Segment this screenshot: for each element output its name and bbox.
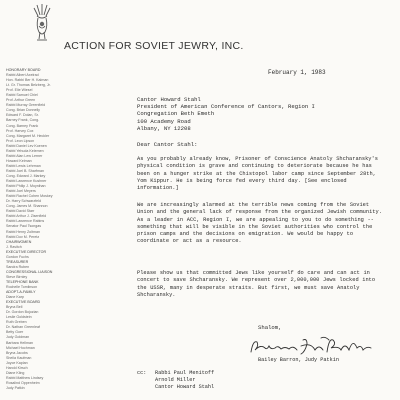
board-list-item: Prof. Elie Wiesel (6, 88, 33, 93)
board-list-item: Steve Birnley (6, 274, 28, 279)
cc-list (155, 370, 214, 391)
board-list-item: Joyce Kaplan (6, 360, 28, 365)
board-list-item: Cong. Edward J. Markey (6, 173, 46, 178)
board-list-item: Rabbi Albert Axelrad (6, 73, 39, 78)
board-list (6, 68, 66, 391)
board-list-item: Rabbi Samuel Chiel (6, 93, 38, 98)
board-list-item: EXECUTIVE BOARD (6, 300, 41, 305)
salutation: Dear Cantor Stahl: (137, 141, 198, 148)
board-list-item: Rabbi Lewis Lehrman (6, 163, 41, 168)
board-list-item: ADOPT-A-FAMILY (6, 290, 36, 295)
board-list-item: Dr. Harry Schwarzfeld (6, 199, 41, 204)
board-list-item: J. Ravitch (6, 244, 22, 249)
board-list-item: Rabbi Joel B. Sharfman (6, 168, 44, 173)
board-list-item: Rosalind Oppenheim (6, 380, 40, 385)
board-list-item: Prof. Harvey Cox (6, 128, 34, 133)
board-list-item: EXECUTIVE DIRECTOR (6, 249, 47, 254)
board-list-item: Rabbi Rachel Cohen Moskey (6, 194, 53, 199)
board-list-item: Edward F. Dolan, Sr. (6, 113, 39, 118)
signer-names: Bailey Barron, Judy Patkin (258, 357, 339, 363)
board-list-item: Lt. Gr. Thomas Belzberg, Jr. (6, 83, 51, 88)
address-line: Congregation Beth Emeth (137, 110, 215, 118)
board-list-item: TELEPHONE BANK (6, 279, 39, 284)
board-list-item: Cong. Barney Frank (6, 123, 39, 128)
organization-name: ACTION FOR SOVIET JEWRY, INC. (64, 40, 244, 52)
board-list-item: Rabbi Lawrence Kushner (6, 179, 47, 184)
board-list-item: Rabbi Joel Meyers (6, 189, 36, 194)
address-line: President of American Conference of Cantors, Region I (137, 103, 315, 111)
letter-date: February 1, 1983 (268, 69, 326, 76)
board-list-item: Senator Paul Tsongas (6, 224, 42, 229)
board-list-item: Judy Patkin (6, 385, 25, 390)
cc-label: cc: (137, 370, 147, 376)
board-list-item: Diane Karp (6, 295, 24, 300)
cc-recipient: Cantor Howard Stahl (155, 384, 215, 390)
cc-recipient: Arnold Miller (155, 377, 196, 383)
board-list-item: CHAIRWOMEN (6, 239, 32, 244)
handwritten-signature (245, 334, 375, 358)
board-list-item: Betty Goer (6, 330, 24, 335)
board-list-item: Sheila Kaufman (6, 355, 32, 360)
board-list-item: Rabbi Lawrence Rabins (6, 219, 45, 224)
board-list-item: Rabbi Arthur J. Zisenfield (6, 214, 47, 219)
board-list-item: Hon. Rabbi Ber H. Kalman (6, 78, 49, 83)
organization-logo (28, 2, 56, 42)
cc-recipient: Rabbi Paul Menitoff (155, 370, 215, 376)
board-list-item: Cong. Margaret M. Heckler (6, 133, 50, 138)
board-list-item: Ruth Greben (6, 320, 27, 325)
board-list-item: Bryna Jacobs (6, 350, 28, 355)
board-list-item: Michael Hochman (6, 345, 35, 350)
board-list-item: Dr. Gordon Bojozian (6, 310, 39, 315)
address-line: Albany, NY 12208 (137, 124, 191, 132)
body-paragraph-3: Please show us that committed Jews like yourself do care and can act in concert to save Shcharansky. We represent over 2,000,000 Jews locked into the USSR, many in desperate straits. But first, we must save Anatoly Shcharansky. (137, 270, 376, 298)
board-list-item: Barney Frank, Cong. (6, 118, 40, 123)
body-paragraph-1: As you probably already know, Prisoner of Conscience Anatoly Shcharansky's physical condition is grave and continuing to deteriorate because he has been on a hunger strike at the Chistopol labor camp since September 28th, Yom Kippur. He is being force fed every third day. [See enclosed information.] (137, 156, 378, 191)
board-list-item: Judy Goldman (6, 335, 30, 340)
board-list-item: CONGRESSIONAL LIAISON (6, 269, 53, 274)
board-list-item: Howard Kelman (6, 158, 32, 163)
board-list-item: Rochelle Tomlinson (6, 285, 38, 290)
board-list-item: Rabbi Philip J. Moynihan (6, 184, 46, 189)
board-list-item: Rabbi Matthew Lindsey (6, 375, 44, 380)
address-line: 100 Academy Road (137, 117, 191, 125)
closing: Shalom, (258, 324, 282, 331)
board-list-item: Leslie Goldstein (6, 315, 32, 320)
board-list-item: Cong. James M. Shannon (6, 204, 48, 209)
board-list-item: Bryna Bell (6, 305, 23, 310)
board-list-item: Harold Kirsch (6, 365, 28, 370)
board-list-item: TREASURER (6, 259, 29, 264)
board-list-item: HONORARY BOARD (6, 68, 41, 72)
board-list-item: Gordon Fuchs (6, 254, 29, 259)
board-list-item: Prof. Arthur Green (6, 98, 36, 103)
board-list-item: Prof. Leon Lipson (6, 138, 35, 143)
board-list-item: Sandra Ruben (6, 264, 30, 269)
board-list-item: Dr. Nathan Greenleaf (6, 325, 40, 330)
board-list-item: Rabbi David Starr (6, 209, 35, 214)
body-paragraph-2: We are increasingly alarmed at the terrible news coming from the Soviet Union and the general lack of response from the organized Jewish community. As a leader in ACC, Region I, we are appealing to you to do something -- something that will be visible in the Soviet authorities who control the prison camps and the decisions on emigration. We would be happy to coordinate or act as a resource. (137, 202, 382, 245)
address-line: Cantor Howard Stahl (137, 96, 201, 103)
board-list-item: Rabbi Henry Zoltman (6, 229, 40, 234)
board-list-item: Cong. Brian Donnelly (6, 108, 40, 113)
board-list-item: Rabbi Daniel Lev Koenen (6, 143, 47, 148)
board-list-item: Rabbi Alan Lew Lerner (6, 153, 43, 158)
board-list-item: Barbara Hellman (6, 340, 33, 345)
recipient-address (137, 96, 315, 132)
board-list-item: Rabbi Dov M. Peretz (6, 234, 40, 239)
board-list-item: Diane Kling (6, 370, 25, 375)
board-list-item: Rabbi Yehuda Kelemen (6, 148, 44, 153)
board-list-item: Rabbi Murray Greenfield (6, 103, 46, 108)
